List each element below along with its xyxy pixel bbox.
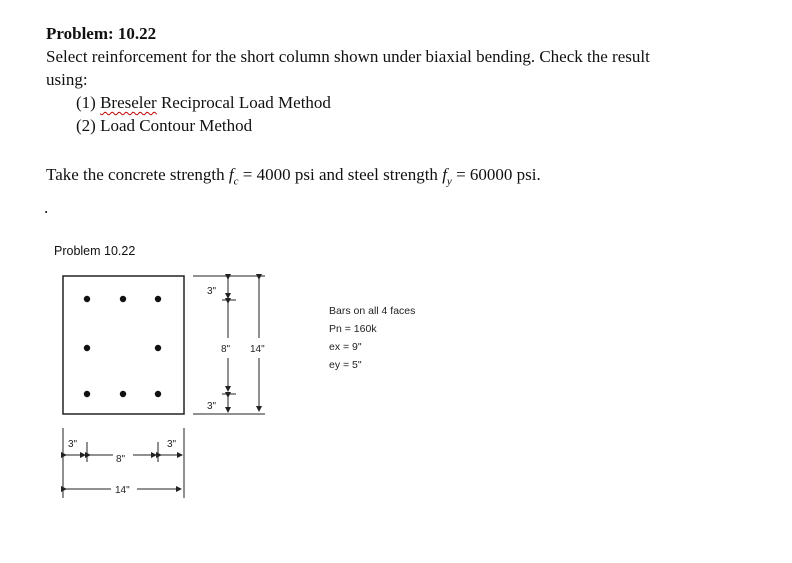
label-overall-v: 14" — [250, 344, 265, 355]
fc-subscript: c — [233, 175, 239, 188]
method-number: (1) — [76, 93, 96, 112]
figure-title: Problem 10.22 — [54, 244, 136, 258]
note-bars: Bars on all 4 faces — [329, 305, 416, 317]
label-cover-right: 3" — [167, 439, 177, 450]
label-cover-left: 3" — [68, 439, 78, 450]
method-name: Load Contour Method — [100, 116, 253, 135]
note-pn: Pn = 160k — [329, 323, 377, 335]
fy-symbol: f — [442, 165, 447, 184]
materials-prefix: Take the concrete strength — [46, 165, 229, 184]
fc-value: = 4000 psi and steel strength — [238, 165, 443, 184]
note-ey: ey = 5" — [329, 359, 362, 371]
rebar-dot — [84, 391, 90, 397]
fy-value: = 60000 psi. — [451, 165, 541, 184]
rebar-dot — [155, 296, 161, 302]
statement-line-1: Select reinforcement for the short column shown under biaxial bending. Check the result — [46, 47, 650, 66]
fc-symbol: f — [228, 165, 234, 184]
rebar-dot — [84, 345, 90, 351]
fy-subscript: y — [446, 175, 452, 188]
method-number: (2) — [76, 116, 96, 135]
rebar-dot — [120, 391, 126, 397]
label-overall-h: 14" — [115, 485, 130, 496]
method-name-rest: Reciprocal Load Method — [156, 93, 331, 112]
method-name-highlight: Breseler — [100, 93, 157, 112]
stray-mark: . — [44, 198, 49, 217]
label-cover-bottom: 3" — [207, 401, 217, 412]
rebar-dot — [120, 296, 126, 302]
reinforcing-bars — [84, 296, 161, 397]
label-cover-top: 3" — [207, 286, 217, 297]
label-inner-v: 8" — [221, 344, 231, 355]
note-ex: ex = 9" — [329, 341, 362, 353]
label-inner-h: 8" — [116, 454, 126, 465]
problem-title: Problem: 10.22 — [46, 24, 157, 43]
rebar-dot — [84, 296, 90, 302]
load-notes — [329, 302, 415, 374]
rebar-dot — [155, 345, 161, 351]
rebar-dot — [155, 391, 161, 397]
statement-line-2: using: — [46, 70, 88, 89]
